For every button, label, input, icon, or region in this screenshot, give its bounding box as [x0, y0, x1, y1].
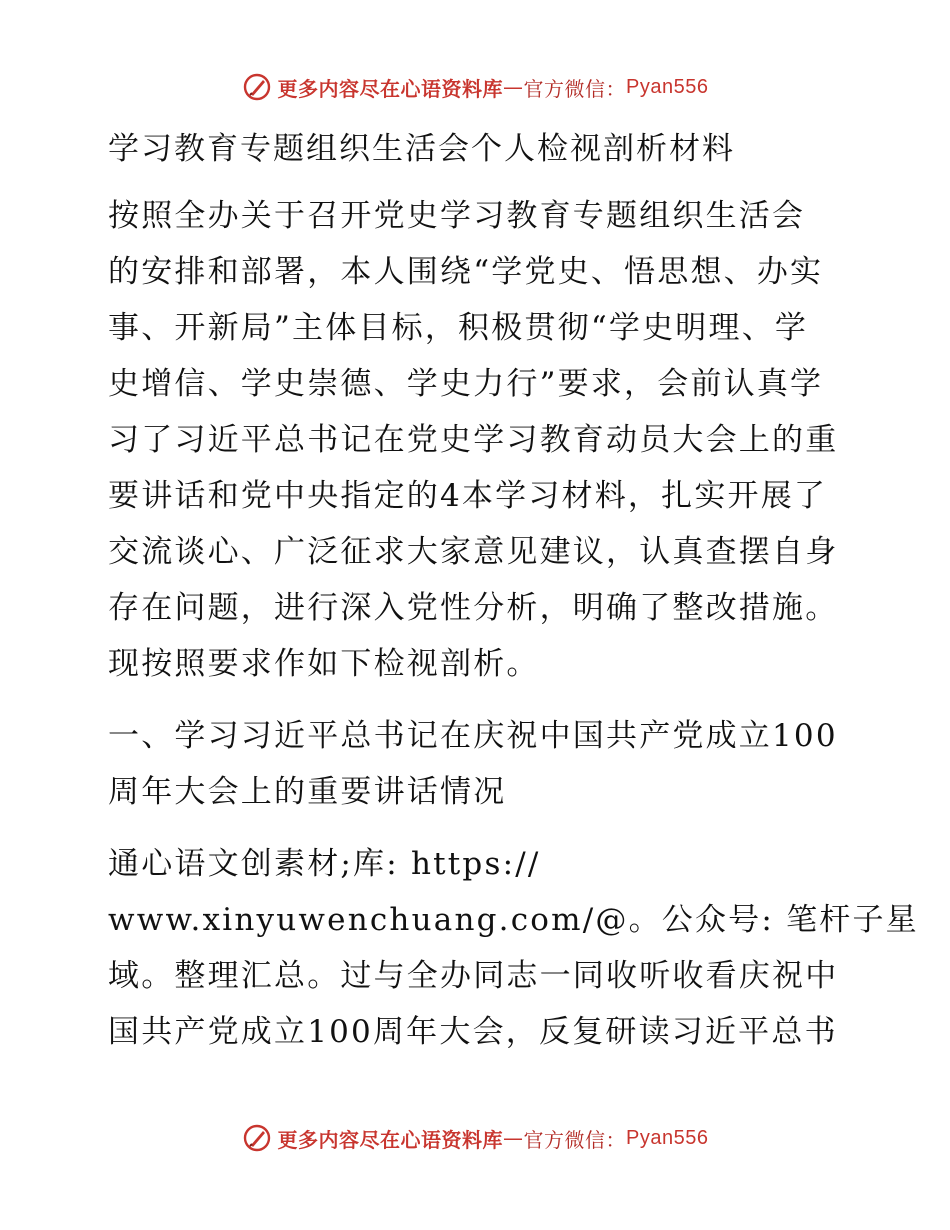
header-banner[interactable] — [0, 72, 950, 102]
section-heading-1 — [98, 708, 858, 820]
banner-dash: — — [503, 1126, 524, 1150]
paragraph-line: 按照全办关于召开党史学习教育专题组织生活会 — [108, 198, 806, 234]
document-body — [98, 124, 919, 1076]
paragraph-intro — [98, 188, 858, 692]
paragraph-section-1 — [98, 836, 919, 1060]
heading-line: 周年大会上的重要讲话情况 — [108, 774, 507, 810]
paragraph-line: 交流谈心、广泛征求大家意见建议，认真查摆自身 — [108, 534, 839, 570]
banner-site-text: 更多内容尽在心语资料库 — [277, 76, 504, 101]
banner-wechat-id: Pyan556 — [626, 1126, 709, 1149]
banner-dash: — — [503, 75, 524, 99]
paragraph-line: 要讲话和党中央指定的4本学习材料，扎实开展了 — [108, 478, 828, 514]
paragraph-line: 存在问题，进行深入党性分析，明确了整改措施。 — [108, 590, 839, 626]
banner-official-label: 官方微信： — [523, 76, 627, 101]
quill-pen-icon — [242, 72, 272, 102]
banner-official-label: 官方微信： — [523, 1127, 627, 1152]
heading-line: 一、学习习近平总书记在庆祝中国共产党成立100 — [108, 718, 838, 754]
paragraph-line: 通心语文创素材;库: https:// — [108, 846, 541, 882]
banner-site-text: 更多内容尽在心语资料库 — [277, 1127, 504, 1152]
paragraph-line: 习了习近平总书记在党史学习教育动员大会上的重 — [108, 422, 839, 458]
quill-pen-icon — [242, 1123, 272, 1153]
paragraph-line: 的安排和部署，本人围绕“学党史、悟思想、办实 — [108, 254, 824, 290]
paragraph-line: 史增信、学史崇德、学史力行”要求，会前认真学 — [108, 366, 824, 402]
document-title: 学习教育专题组织生活会个人检视剖析材料 — [108, 131, 735, 167]
paragraph-line: 国共产党成立100周年大会，反复研读习近平总书 — [108, 1014, 838, 1050]
footer-banner[interactable] — [0, 1123, 950, 1153]
paragraph-line: www.xinyuwenchuang.com/@。公众号: 笔杆子星 — [108, 902, 919, 938]
paragraph-line: 现按照要求作如下检视剖析。 — [108, 646, 540, 682]
banner-wechat-id: Pyan556 — [626, 75, 709, 98]
paragraph-line: 域。整理汇总。过与全办同志一同收听收看庆祝中 — [108, 958, 839, 994]
paragraph-line: 事、开新局”主体目标，积极贯彻“学史明理、学 — [108, 310, 809, 346]
